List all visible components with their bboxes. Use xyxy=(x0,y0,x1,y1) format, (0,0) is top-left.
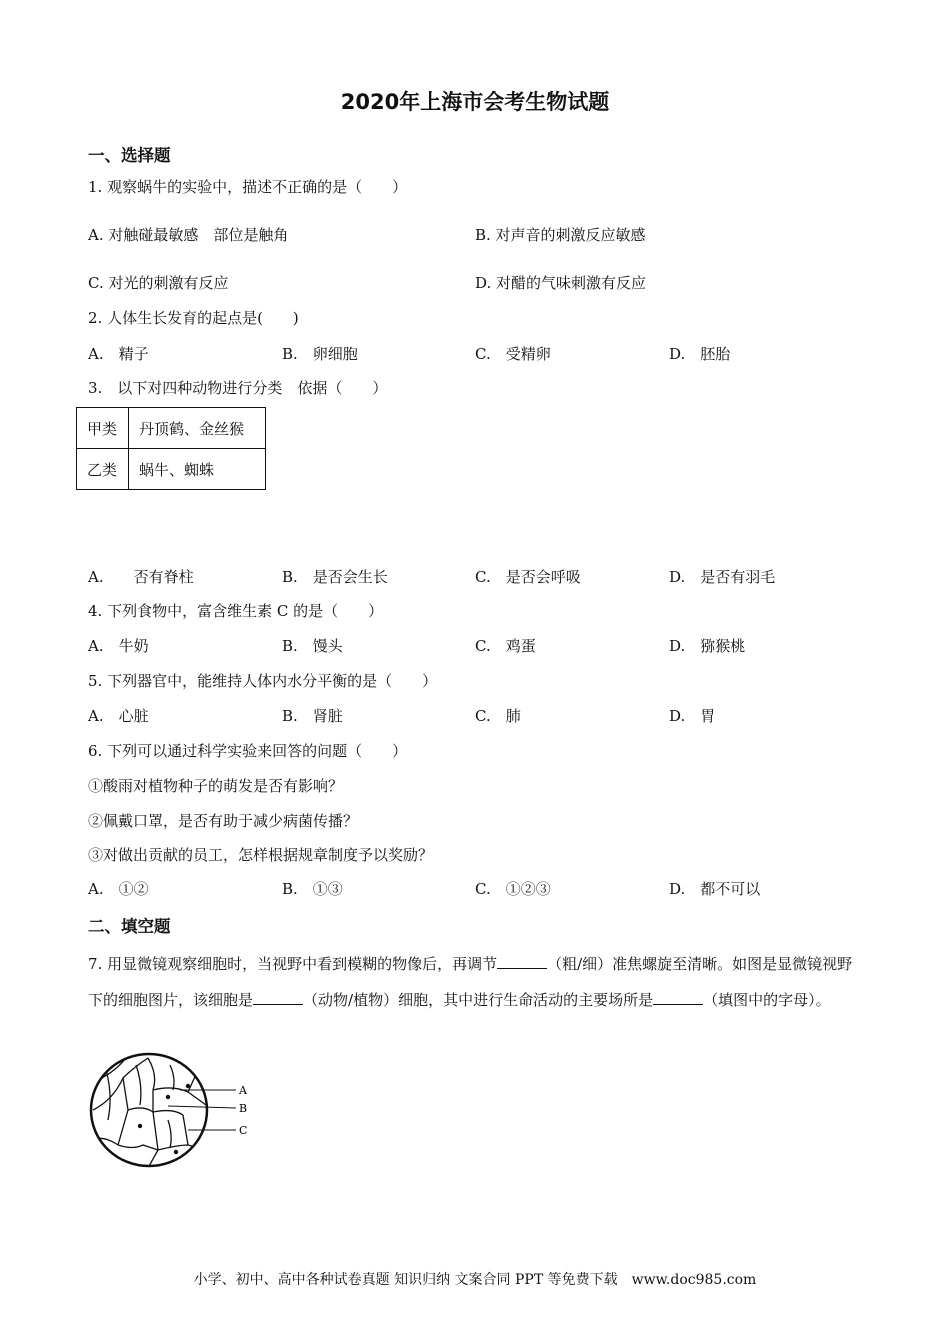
table-cell-animals: 蜗牛、蜘蛛 xyxy=(129,449,266,490)
question-6-option-d: D. 都不可以 xyxy=(669,880,761,898)
question-5-option-b: B. 肾脏 xyxy=(282,707,343,725)
page-title: 2020年上海市会考生物试题 xyxy=(340,90,610,114)
question-6-option-a: A. ①② xyxy=(88,880,149,898)
question-7-part-1: 7. 用显微镜观察细胞时，当视野中看到模糊的物像后，再调节 xyxy=(88,955,498,973)
label-c: C xyxy=(239,1124,248,1137)
question-5-option-c: C. 肺 xyxy=(475,707,521,725)
question-7-part-2: （粗/细）准焦螺旋至清晰。如图是显微镜视野下的细胞图片，该细胞是 xyxy=(88,955,853,1009)
label-a: A xyxy=(239,1084,247,1097)
question-6-item-3: ③对做出贡献的员工，怎样根据规章制度予以奖励？ xyxy=(88,846,434,864)
nucleus-dot xyxy=(174,1150,178,1154)
question-3-stem: 3. 以下对四种动物进行分类 依据（ ） xyxy=(88,379,388,397)
question-3-option-d: D. 是否有羽毛 xyxy=(669,568,776,586)
question-5-option-d: D. 胃 xyxy=(669,707,716,725)
table-row xyxy=(77,449,266,490)
question-4-stem: 4. 下列食物中，富含维生素 C 的是（ ） xyxy=(88,602,384,620)
question-7-part-4: （填图中的字母）。 xyxy=(703,991,831,1009)
nucleus-dot xyxy=(138,1124,142,1128)
question-6-item-2: ②佩戴口罩，是否有助于减少病菌传播？ xyxy=(88,812,359,830)
page-footer: 小学、初中、高中各种试卷真题 知识归纳 文案合同 PPT 等免费下载 www.doc985.com xyxy=(193,1272,757,1288)
question-1-option-c: C. 对光的刺激有反应 xyxy=(88,274,229,292)
table-cell-animals: 丹顶鹤、金丝猴 xyxy=(129,408,266,449)
question-3-option-a: A. 否有脊柱 xyxy=(88,568,194,586)
section-heading-choice: 一、选择题 xyxy=(88,146,171,165)
question-7-part-3: （动物/植物）细胞，其中进行生命活动的主要场所是 xyxy=(303,991,654,1009)
question-2-option-c: C. 受精卵 xyxy=(475,345,551,363)
question-5-option-a: A. 心脏 xyxy=(88,707,149,725)
answer-blank-2[interactable] xyxy=(253,988,303,1005)
question-3-option-c: C. 是否会呼吸 xyxy=(475,568,581,586)
answer-blank-3[interactable] xyxy=(653,988,703,1005)
table-cell-category: 乙类 xyxy=(77,449,129,490)
question-3-option-b: B. 是否会生长 xyxy=(282,568,388,586)
table-cell-category: 甲类 xyxy=(77,408,129,449)
question-6-item-1: ①酸雨对植物种子的萌发是否有影响？ xyxy=(88,777,344,795)
microscope-cell-diagram xyxy=(88,1050,268,1170)
label-b: B xyxy=(239,1102,248,1115)
question-2-option-b: B. 卵细胞 xyxy=(282,345,358,363)
question-4-option-b: B. 馒头 xyxy=(282,637,343,655)
question-2-stem: 2. 人体生长发育的起点是( ) xyxy=(88,309,299,327)
question-6-stem: 6. 下列可以通过科学实验来回答的问题（ ） xyxy=(88,742,408,760)
question-1-option-a: A. 对触碰最敏感 部位是触角 xyxy=(88,226,289,244)
question-4-option-d: D. 猕猴桃 xyxy=(669,637,746,655)
nucleus-dot xyxy=(186,1084,190,1088)
question-4-option-c: C. 鸡蛋 xyxy=(475,637,536,655)
question-2-option-a: A. 精子 xyxy=(88,345,149,363)
question-6-option-c: C. ①②③ xyxy=(475,880,551,898)
nucleus-dot xyxy=(166,1095,170,1099)
answer-blank-1[interactable] xyxy=(497,952,547,969)
question-5-stem: 5. 下列器官中，能维持人体内水分平衡的是（ ） xyxy=(88,672,438,690)
question-1-option-b: B. 对声音的刺激反应敏感 xyxy=(475,226,646,244)
section-heading-fill: 二、填空题 xyxy=(88,917,171,936)
classification-table xyxy=(76,407,266,490)
question-1-option-d: D. 对醋的气味刺激有反应 xyxy=(475,274,647,292)
question-2-option-d: D. 胚胎 xyxy=(669,345,731,363)
question-1-stem: 1. 观察蜗牛的实验中，描述不正确的是（ ） xyxy=(88,178,408,196)
question-6-option-b: B. ①③ xyxy=(282,880,343,898)
question-4-option-a: A. 牛奶 xyxy=(88,637,149,655)
table-row xyxy=(77,408,266,449)
question-7-text xyxy=(88,946,853,1018)
